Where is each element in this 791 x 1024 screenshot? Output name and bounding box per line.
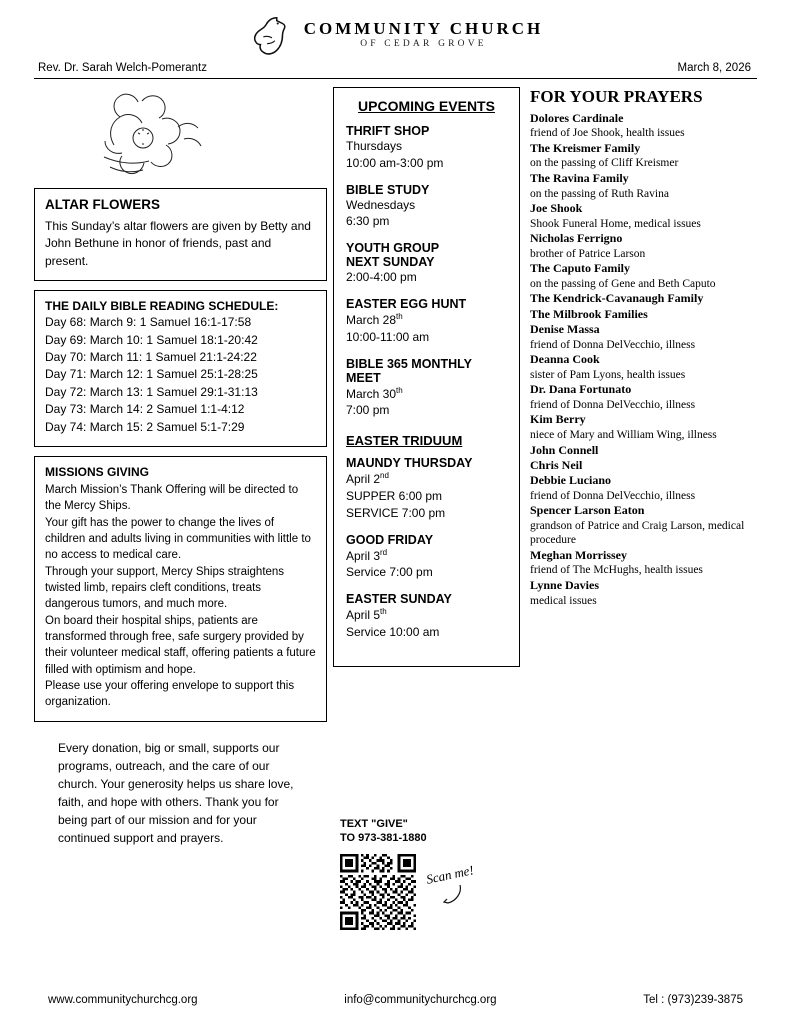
missions-paragraph: Your gift has the power to change the lives of children and adults living in communities with little to no access to medical care. [45, 516, 311, 562]
give-number: TO 973-381-1880 [340, 832, 427, 844]
triduum-detail: SERVICE 7:00 pm [346, 505, 446, 520]
prayer-person-note: on the passing of Gene and Beth Caputo [530, 277, 716, 290]
missions-paragraph: On board their hospital ships, patients are transformed through free, safe surgery provided by their volunteer medical staff, offering patients a future filled with optimism and hope. [45, 614, 316, 676]
triduum-detail: Service 10:00 am [346, 624, 440, 639]
footer [0, 994, 791, 1006]
prayer-entry [530, 578, 748, 608]
footer-email[interactable]: info@communitychurchcg.org [344, 994, 497, 1006]
event-item [346, 183, 507, 231]
qr-row [340, 854, 570, 930]
event-item [346, 124, 507, 172]
prayer-person-note: niece of Mary and William Wing, illness [530, 428, 717, 441]
event-name: EASTER EGG HUNT [346, 296, 467, 311]
missions-paragraph: Please use your offering envelope to support this organization. [45, 679, 295, 709]
prayer-person-note: friend of Joe Shook, health issues [530, 127, 685, 140]
masthead [0, 0, 791, 58]
event-detail: NEXT SUNDAY [346, 255, 435, 270]
prayers-column [520, 87, 748, 847]
prayer-person-note: friend of Donna DelVecchio, illness [530, 338, 696, 351]
bible-reading-line: Day 74: March 15: 2 Samuel 5:1-7:29 [45, 419, 245, 434]
event-name: THRIFT SHOP [346, 124, 430, 138]
header-row [0, 58, 791, 78]
prayer-person-note: friend of Donna DelVecchio, illness [530, 489, 696, 502]
middle-column [327, 87, 520, 847]
prayer-person-note: Shook Funeral Home, medical issues [530, 217, 701, 230]
prayer-person-note: on the passing of Cliff Kreismer [530, 157, 679, 170]
prayer-entry [530, 231, 748, 261]
footer-phone: Tel : (973)239-3875 [643, 994, 743, 1006]
triduum-name: EASTER SUNDAY [346, 592, 452, 607]
event-detail: 10:00-11:00 am [346, 329, 430, 344]
event-name: BIBLE 365 MONTHLY MEET [346, 356, 472, 385]
prayer-person-note: on the passing of Ruth Ravina [530, 187, 669, 200]
prayer-person-note: sister of Pam Lyons, health issues [530, 368, 686, 381]
event-item [346, 297, 507, 346]
prayer-entry [530, 201, 748, 231]
prayer-entry [530, 503, 748, 548]
qr-code[interactable] [340, 854, 416, 930]
event-name: YOUTH GROUP [346, 241, 440, 256]
prayer-entry [530, 322, 748, 352]
prayer-entry [530, 171, 748, 201]
prayer-entry [530, 291, 748, 306]
prayer-person-name: The Kendrick-Cavanaugh Family [530, 291, 704, 306]
bible-reading-line: Day 72: March 13: 1 Samuel 29:1-31:13 [45, 384, 258, 399]
bible-reading-line: Day 68: March 9: 1 Samuel 16:1-17:58 [45, 315, 252, 330]
triduum-detail: April 3rd [346, 547, 388, 563]
prayer-entry [530, 443, 748, 458]
prayer-entry [530, 261, 748, 291]
event-name: BIBLE STUDY [346, 182, 430, 197]
triduum-name: GOOD FRIDAY [346, 532, 434, 547]
bible-reading-title: THE DAILY BIBLE READING SCHEDULE: [45, 299, 279, 314]
triduum-detail: April 5th [346, 607, 387, 623]
prayer-list [530, 111, 748, 608]
triduum-item [346, 456, 507, 521]
prayer-entry [530, 111, 748, 141]
triduum-detail: April 2nd [346, 471, 389, 487]
pastor-name: Rev. Dr. Sarah Welch-Pomerantz [38, 62, 207, 74]
prayer-person-note: brother of Patrice Larson [530, 247, 646, 260]
prayer-person-name: Dolores Cardinale [530, 111, 624, 125]
prayer-entry [530, 548, 748, 578]
prayer-entry [530, 352, 748, 382]
prayer-person-note: friend of Donna DelVecchio, illness [530, 398, 696, 411]
prayer-person-name: Dr. Dana Fortunato [530, 382, 632, 397]
prayer-person-name: Lynne Davies [530, 578, 600, 593]
prayer-entry [530, 473, 748, 503]
text-to-give [340, 818, 570, 930]
altar-flowers-box [34, 188, 327, 281]
prayer-entry [530, 307, 748, 322]
prayer-person-name: The Kreismer Family [530, 141, 641, 156]
bulletin-date: March 8, 2026 [677, 62, 751, 74]
event-detail: 2:00-4:00 pm [346, 270, 417, 285]
prayer-person-name: Debbie Luciano [530, 473, 612, 488]
prayer-person-name: Kim Berry [530, 412, 586, 427]
dove-icon [248, 12, 294, 58]
missions-paragraph: March Mission’s Thank Offering will be directed to the Mercy Ships. [45, 483, 299, 513]
prayer-entry [530, 141, 748, 171]
event-item [346, 357, 507, 420]
easter-triduum-title: EASTER TRIDUUM [346, 433, 463, 449]
bible-reading-line: Day 69: March 10: 1 Samuel 18:1-20:42 [45, 332, 258, 347]
event-detail: March 28th [346, 311, 403, 327]
prayer-person-name: Nicholas Ferrigno [530, 231, 623, 246]
prayer-entry [530, 382, 748, 412]
bible-reading-line: Day 73: March 14: 2 Samuel 1:1-4:12 [45, 402, 245, 417]
prayer-person-name: Chris Neil [530, 457, 583, 472]
footer-website[interactable]: www.communitychurchcg.org [48, 994, 198, 1006]
altar-flowers-body: This Sunday’s altar flowers are given by Betty and John Bethune in honor of friends, past and present. [45, 219, 311, 268]
prayer-entry [530, 412, 748, 442]
bible-reading-line: Day 70: March 11: 1 Samuel 21:1-24:22 [45, 349, 257, 364]
prayer-person-note: medical issues [530, 594, 597, 607]
prayer-person-name: The Caputo Family [530, 261, 631, 276]
triduum-item [346, 533, 507, 582]
scan-me-callout [424, 861, 475, 912]
event-detail: 10:00 am-3:00 pm [346, 155, 444, 170]
church-wordmark [304, 20, 544, 51]
closing-note: Every donation, big or small, supports our programs, outreach, and the care of our church. Your generosity helps us share love, faith, and hope with others. Thank you for being part of our mission and for your continued support and prayers. [58, 740, 294, 845]
prayer-person-note: grandson of Patrice and Craig Larson, medical procedure [530, 519, 745, 547]
bible-reading-line: Day 71: March 12: 1 Samuel 25:1-28:25 [45, 367, 258, 382]
event-detail: 6:30 pm [346, 214, 390, 229]
prayer-person-name: Denise Massa [530, 322, 600, 337]
event-item [346, 241, 507, 286]
prayer-person-name: The Milbrook Families [530, 306, 648, 321]
missions-paragraph: Through your support, Mercy Ships straightens twisted limb, repairs cleft conditions, treats dangerous tumors, and much more. [45, 565, 285, 611]
prayer-person-name: Spencer Larson Eaton [530, 503, 645, 518]
event-detail: Thursdays [346, 139, 403, 153]
prayer-person-name: John Connell [530, 442, 599, 457]
bible-reading-box [34, 290, 327, 447]
event-detail: Wednesdays [346, 197, 416, 212]
lily-flower-illustration [74, 170, 224, 187]
prayer-person-name: The Ravina Family [530, 171, 629, 186]
church-subtitle: OF CEDAR GROVE [360, 39, 487, 50]
missions-giving-box [34, 456, 327, 722]
event-detail: 7:00 pm [346, 403, 390, 418]
church-name: COMMUNITY CHURCH [303, 18, 544, 38]
triduum-detail: Service 7:00 pm [346, 565, 433, 580]
event-detail: March 30th [346, 385, 403, 401]
missions-giving-title: MISSIONS GIVING [45, 464, 150, 479]
left-column [34, 87, 327, 847]
triduum-item [346, 592, 507, 641]
prayer-person-note: friend of The McHughs, health issues [530, 564, 703, 577]
prayer-person-name: Deanna Cook [530, 352, 600, 367]
give-label: TEXT "GIVE" [340, 818, 408, 830]
triduum-name: MAUNDY THURSDAY [346, 456, 473, 471]
prayer-entry [530, 458, 748, 473]
upcoming-events-title: UPCOMING EVENTS [358, 98, 495, 114]
prayers-title: FOR YOUR PRAYERS [530, 87, 703, 106]
scan-me-label: Scan me! [424, 861, 475, 887]
content-columns [0, 79, 791, 847]
triduum-detail: SUPPER 6:00 pm [346, 488, 443, 503]
prayer-person-name: Joe Shook [530, 201, 583, 216]
altar-flowers-title: ALTAR FLOWERS [45, 197, 160, 212]
upcoming-events-box [333, 87, 520, 667]
prayer-person-name: Meghan Morrissey [530, 548, 627, 563]
